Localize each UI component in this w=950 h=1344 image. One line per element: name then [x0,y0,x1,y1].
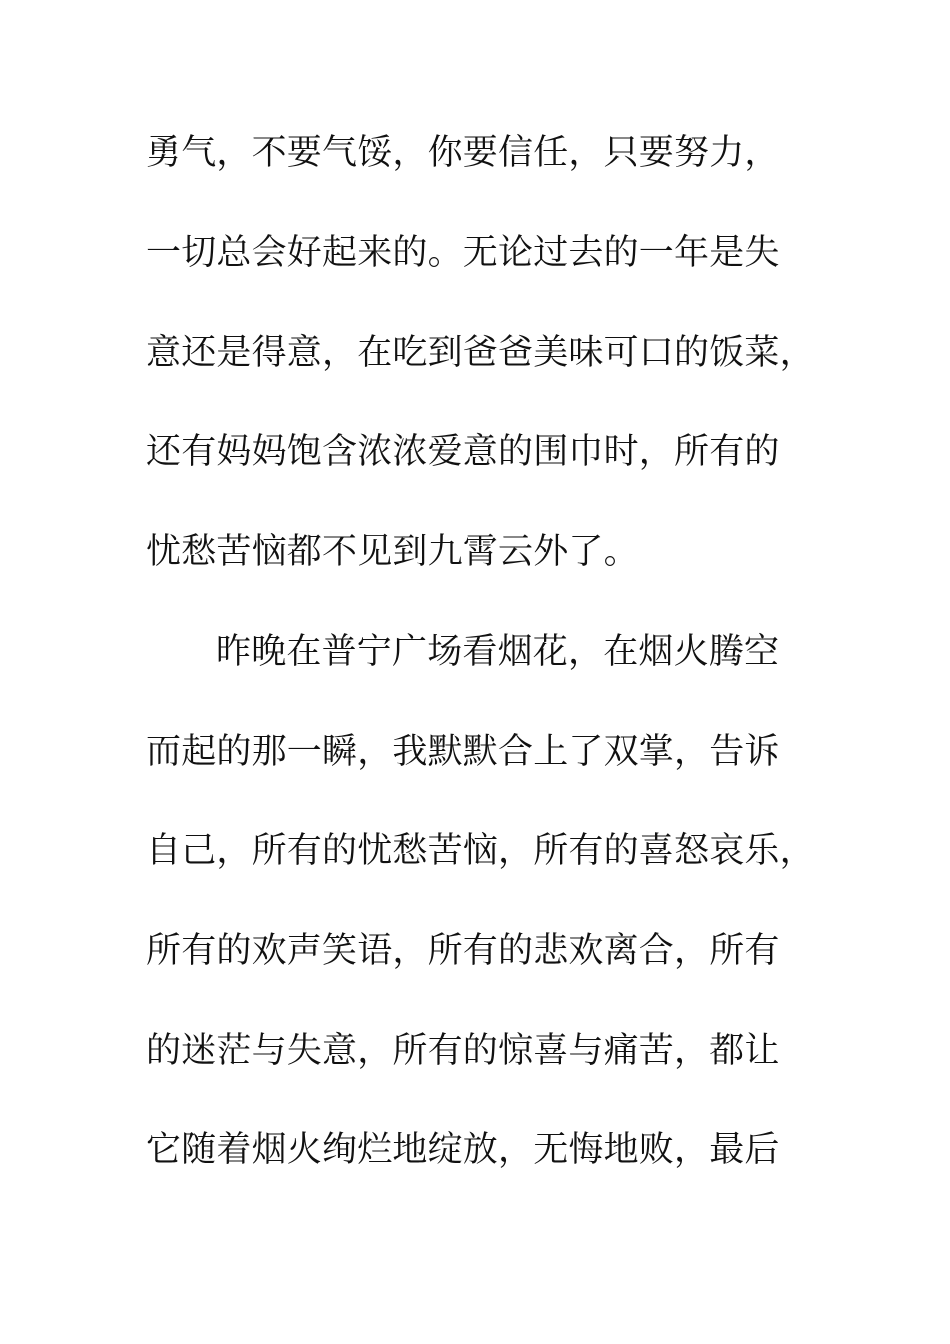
text-line: 勇气，不要气馁，你要信任，只要努力， [146,133,780,173]
paragraph-first-line: 昨晚在普宁广场看烟花，在烟火腾空 [216,632,780,672]
text-line: 而起的那一瞬，我默默合上了双掌，告诉 [146,732,780,772]
text-line: 所有的欢声笑语，所有的悲欢离合，所有 [146,931,780,971]
text-line: 还有妈妈饱含浓浓爱意的围巾时，所有的 [146,432,780,472]
text-line: 意还是得意，在吃到爸爸美味可口的饭菜， [146,333,815,373]
text-line: 它随着烟火绚烂地绽放，无悔地败，最后 [146,1130,780,1170]
text-line: 一切总会好起来的。无论过去的一年是失 [146,233,780,273]
text-line: 自己，所有的忧愁苦恼，所有的喜怒哀乐， [146,831,815,871]
text-line: 忧愁苦恼都不见到九霄云外了。 [146,532,639,572]
text-line: 的迷茫与失意，所有的惊喜与痛苦，都让 [146,1031,780,1071]
